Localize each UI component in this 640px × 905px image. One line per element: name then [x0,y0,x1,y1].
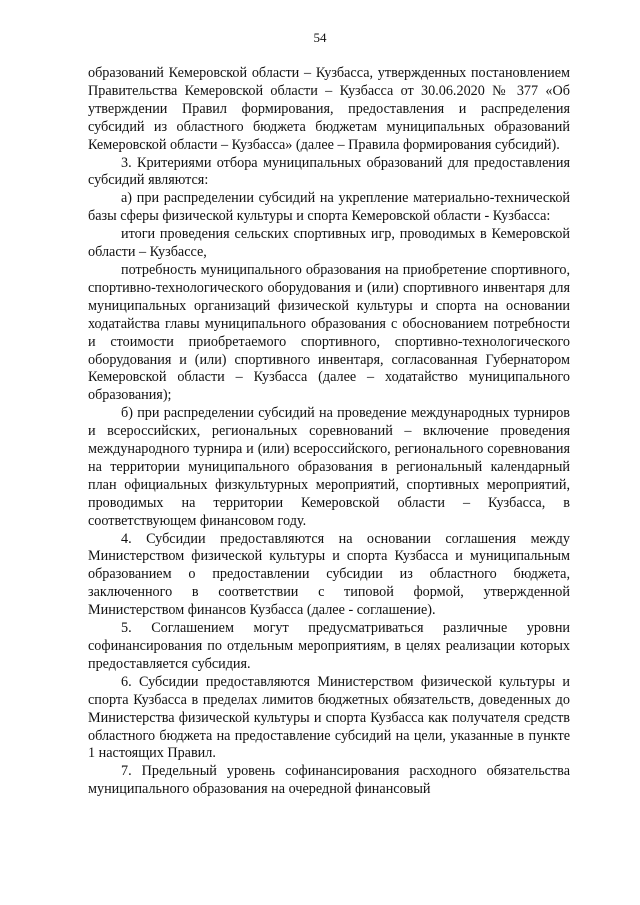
page-number: 54 [313,30,327,45]
paragraph-item-7: 7. Предельный уровень софинансирования расходного обязательства муниципального образования на очередной финансовый [88,763,570,798]
paragraph-item-6: 6. Субсидии предоставляются Министерством физической культуры и спорта Кузбасса в пределах лимитов бюджетных обязательств, доведенных до Министерства физической культуры и спорта Кузбасса как получателя средств областного бюджета на предоставление субсидий на цели, указанные в пункте 1 настоящих Правил. [88,673,570,762]
paragraph-subitem-b: б) при распределении субсидий на проведение международных турниров и всероссийских, региональных соревнований – включение проведения международного турнира и (или) всероссийского, регионального соревнования на территории муниципального образования в региональный календарный план официальных физкультурных мероприятий, спортивных мероприятий, проводимых на территории Кемеровской области – Кузбасса, в соответствующем финансовом году. [88,405,570,529]
paragraph-continuation: образований Кемеровской области – Кузбасса, утвержденных постановлением Правительства Кемеровской области – Кузбасса от 30.06.2020 № 377 «Об утверждении Правил формирования, предоставления и распределения субсидий из областного бюджета бюджетам муниципальных образований Кемеровской области – Кузбасса» (далее – Правила формирования субсидий). [88,65,570,153]
paragraph-item-5: 5. Соглашением могут предусматриваться различные уровни софинансирования по отдельным мероприятиям, в целях реализации которых предоставляется субсидия. [88,620,570,672]
document-body [88,65,570,799]
paragraph-subitem-a: а) при распределении субсидий на укрепление материально-технической базы сферы физической культуры и спорта Кемеровской области - Кузбасса: [88,190,570,225]
paragraph-item-3: 3. Критериями отбора муниципальных образований для предоставления субсидий являются: [88,154,570,189]
paragraph-criterion-need: потребность муниципального образования на приобретение спортивного, спортивно-технологического оборудования и (или) спортивного инвентаря для муниципальных организаций физической культуры и спорта на основании ходатайства главы муниципального образования с обоснованием потребности и стоимости приобретаемого спортивного, спортивно-технологического оборудования и (или) спортивного инвентаря, согласованная Губернатором Кемеровской области – Кузбасса (далее – ходатайство муниципального образования); [88,261,570,404]
paragraph-criterion-games: итоги проведения сельских спортивных игр, проводимых в Кемеровской области – Кузбассе, [88,226,570,261]
paragraph-item-4: 4. Субсидии предоставляются на основании соглашения между Министерством физической культуры и спорта Кузбасса и муниципальным образованием о предоставлении субсидии из областного бюджета, заключенного в соответствии с типовой формой, утвержденной Министерством финансов Кузбасса (далее - соглашение). [88,530,570,619]
